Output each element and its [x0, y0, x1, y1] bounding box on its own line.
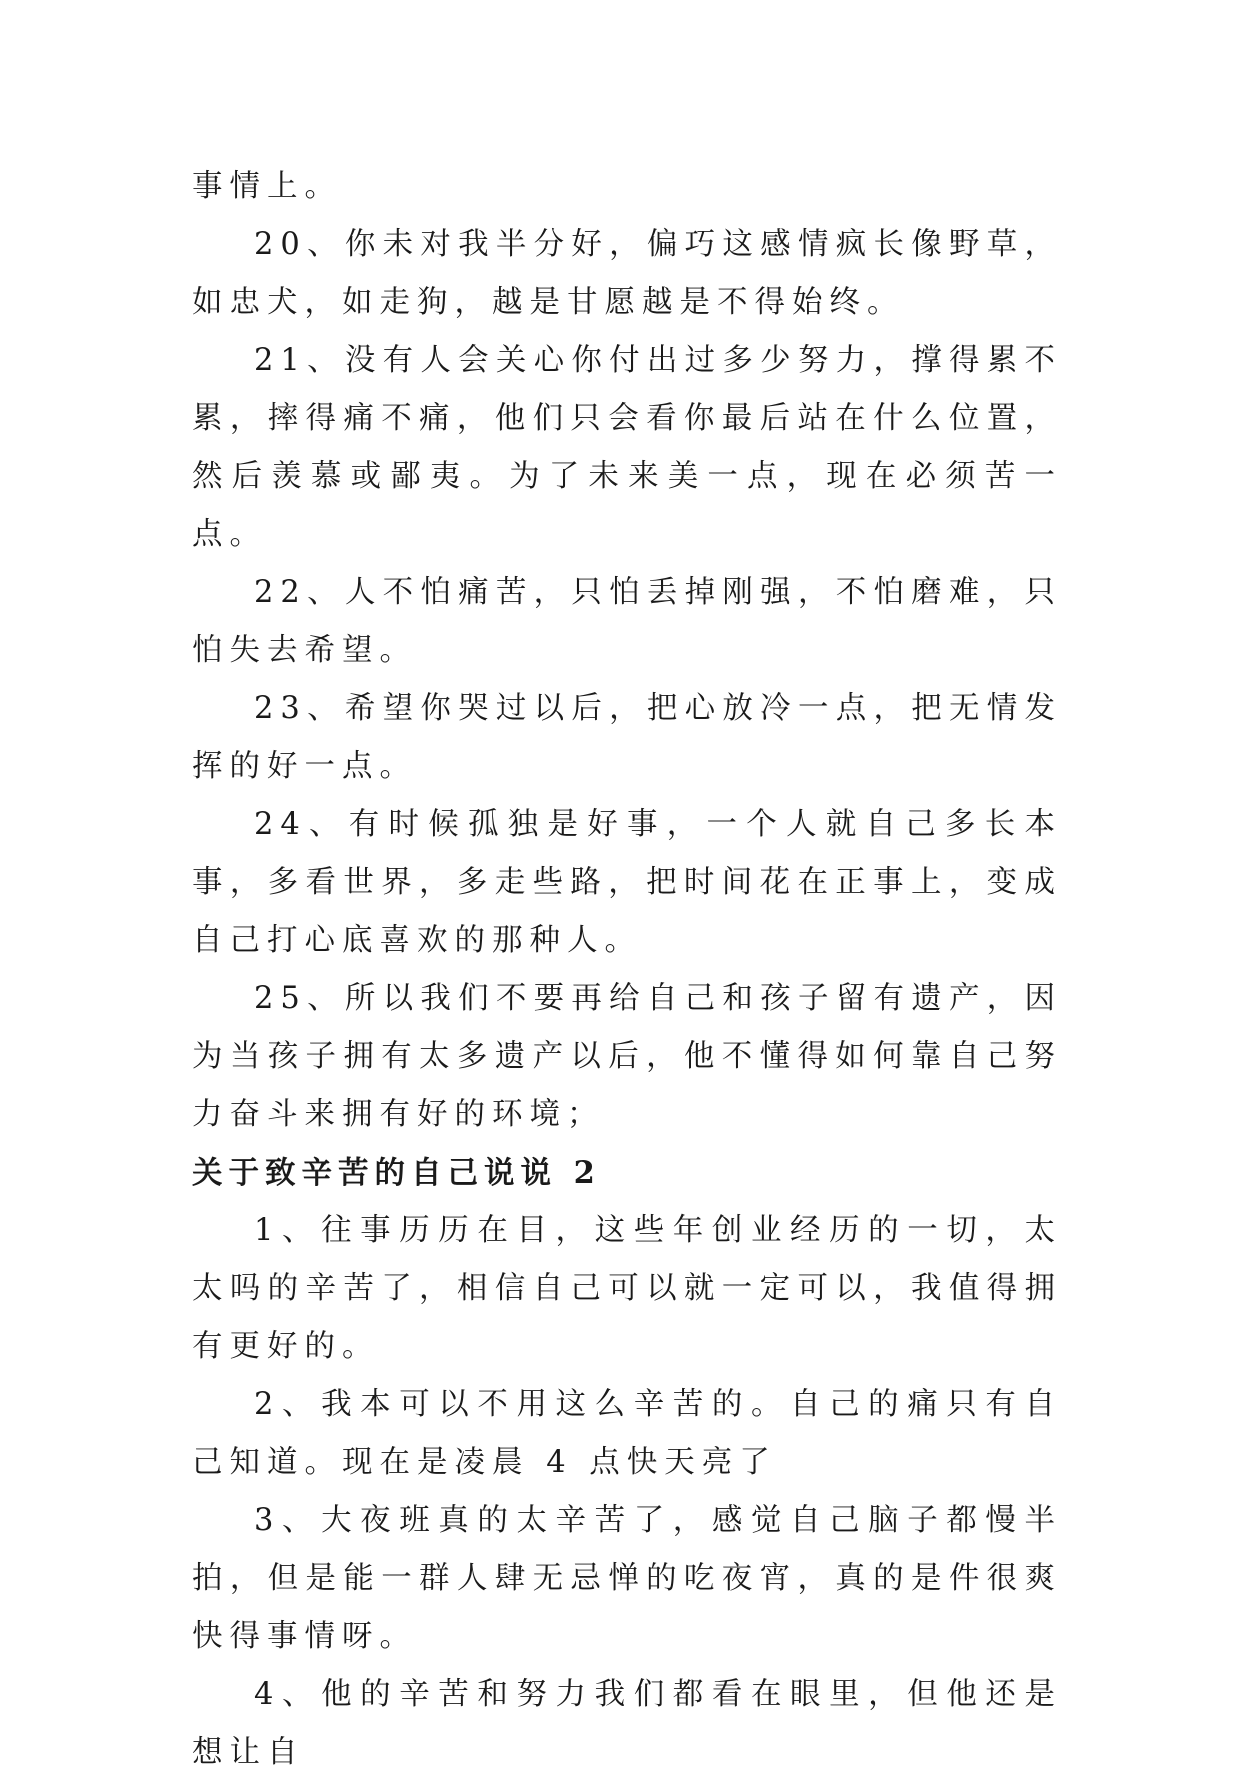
section-paragraph-item-4: 4、他的辛苦和努力我们都看在眼里，但他还是想让自: [192, 1677, 1062, 1770]
paragraph-item-20: 20、你未对我半分好，偏巧这感情疯长像野草，如忠犬，如走狗，越是甘愿越是不得始终。: [192, 227, 1062, 320]
paragraph-item-24: 24、有时候孤独是好事，一个人就自己多长本事，多看世界，多走些路，把时间花在正事上，变成自己打心底喜欢的那种人。: [192, 807, 1062, 958]
paragraph-item-22: 22、人不怕痛苦，只怕丢掉刚强，不怕磨难，只怕失去希望。: [192, 575, 1062, 668]
document-body: [192, 158, 1062, 1782]
section-paragraph-item-1: 1、往事历历在目，这些年创业经历的一切，太太吗的辛苦了，相信自己可以就一定可以，我值得拥有更好的。: [192, 1213, 1062, 1364]
section-paragraph-item-3: 3、大夜班真的太辛苦了，感觉自己脑子都慢半拍，但是能一群人肆无忌惮的吃夜宵，真的是件很爽快得事情呀。: [192, 1503, 1062, 1654]
paragraph-item-23: 23、希望你哭过以后，把心放冷一点，把无情发挥的好一点。: [192, 691, 1062, 784]
paragraph-item-25: 25、所以我们不要再给自己和孩子留有遗产，因为当孩子拥有太多遗产以后，他不懂得如何靠自己努力奋斗来拥有好的环境；: [192, 981, 1062, 1132]
paragraph-item-21: 21、没有人会关心你付出过多少努力，撑得累不累，摔得痛不痛，他们只会看你最后站在什么位置，然后羡慕或鄙夷。为了未来美一点，现在必须苦一点。: [192, 343, 1062, 552]
paragraph-continuation: 事情上。: [192, 169, 342, 204]
section-heading: 关于致辛苦的自己说说 2: [192, 1155, 601, 1191]
section-paragraph-item-2: 2、我本可以不用这么辛苦的。自己的痛只有自己知道。现在是凌晨 4 点快天亮了: [192, 1387, 1062, 1480]
